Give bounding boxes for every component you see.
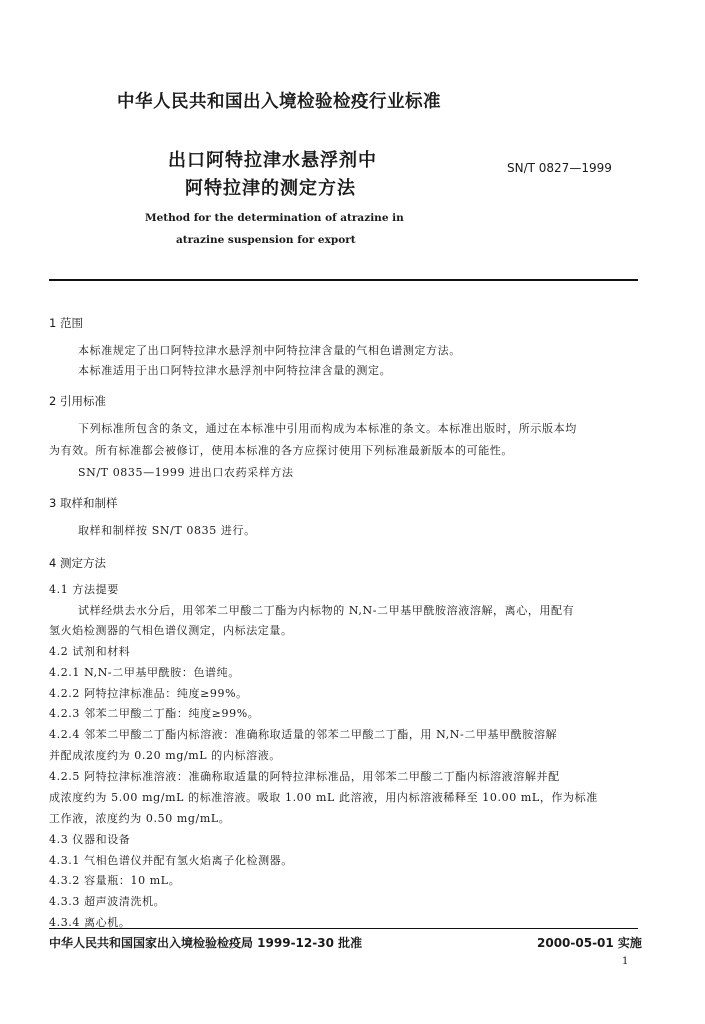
english-title-line-1: Method for the determination of atrazine in [145, 212, 404, 224]
text-line-s421: 4.2.1 N,N-二甲基甲酰胺：色谱纯。 [49, 666, 240, 679]
text-line-s425c: 工作液，浓度约为 0.50 mg/mL。 [49, 812, 231, 825]
standard-number: SN/T 0827—1999 [507, 161, 612, 175]
text-line-s43: 4.3 仪器和设备 [49, 833, 131, 846]
text-line-p1b: 本标准适用于出口阿特拉津水悬浮剂中阿特拉津含量的测定。 [78, 364, 392, 377]
title-divider [49, 279, 638, 281]
text-line-s42: 4.2 试剂和材料 [49, 645, 131, 658]
section-heading-s2: 2 引用标准 [49, 394, 106, 408]
text-line-s433: 4.3.3 超声波清洗机。 [49, 895, 166, 908]
text-line-s431: 4.3.1 气相色谱仪并配有氢火焰离子化检测器。 [49, 854, 293, 867]
page-number: 1 [622, 956, 629, 967]
text-line-p2a: 下列标准所包含的条文，通过在本标准中引用而构成为本标准的条文。本标准出版时，所示版本均 [78, 422, 577, 435]
footer-divider [49, 928, 638, 929]
text-line-s432: 4.3.2 容量瓶：10 mL。 [49, 874, 181, 887]
text-line-s425b: 成浓度约为 5.00 mg/mL 的标准溶液。吸取 1.00 mL 此溶液，用内标溶液稀释至 10.00 mL，作为标准 [49, 791, 598, 804]
text-line-s422: 4.2.2 阿特拉津标准品：纯度≥99%。 [49, 687, 248, 700]
text-line-s424a: 4.2.4 邻苯二甲酸二丁酯内标溶液：准确称取适量的邻苯二甲酸二丁酯，用 N,N-二甲基甲酰胺溶解 [49, 728, 558, 741]
text-line-s424b: 并配成浓度约为 0.20 mg/mL 的内标溶液。 [49, 749, 281, 762]
text-line-p2b: 为有效。所有标准都会被修订，使用本标准的各方应探讨使用下列标准最新版本的可能性。 [49, 444, 513, 457]
text-line-p1a: 本标准规定了出口阿特拉津水悬浮剂中阿特拉津含量的气相色谱测定方法。 [78, 344, 461, 357]
title-line-2: 阿特拉津的测定方法 [185, 178, 356, 199]
section-heading-s3: 3 取样和制样 [49, 496, 118, 510]
approval-line: 中华人民共和国国家出入境检验检疫局 1999-12-30 批准 [49, 936, 363, 950]
title-line-1: 出口阿特拉津水悬浮剂中 [168, 150, 377, 171]
english-title-line-2: atrazine suspension for export [176, 234, 356, 246]
implementation-date: 2000-05-01 实施 [537, 936, 642, 950]
text-line-p3a: 取样和制样按 SN/T 0835 进行。 [78, 524, 256, 537]
text-line-p2c: SN/T 0835—1999 进出口农药采样方法 [78, 466, 294, 479]
text-line-p41a: 试样经烘去水分后，用邻苯二甲酸二丁酯为内标物的 N,N-二甲基甲酰胺溶液溶解，离心，用配有 [78, 604, 575, 617]
text-line-s434: 4.3.4 离心机。 [49, 916, 131, 929]
text-line-s41: 4.1 方法提要 [49, 583, 119, 596]
issuing-body-header: 中华人民共和国出入境检验检疫行业标准 [117, 92, 441, 112]
text-line-s423: 4.2.3 邻苯二甲酸二丁酯：纯度≥99%。 [49, 707, 260, 720]
text-line-p41b: 氢火焰检测器的气相色谱仪测定，内标法定量。 [49, 624, 293, 637]
text-line-s425a: 4.2.5 阿特拉津标准溶液：准确称取适量的阿特拉津标准品，用邻苯二甲酸二丁酯内标溶液溶解并配 [49, 770, 560, 783]
section-heading-s4: 4 测定方法 [49, 556, 106, 570]
section-heading-s1: 1 范围 [49, 316, 83, 330]
